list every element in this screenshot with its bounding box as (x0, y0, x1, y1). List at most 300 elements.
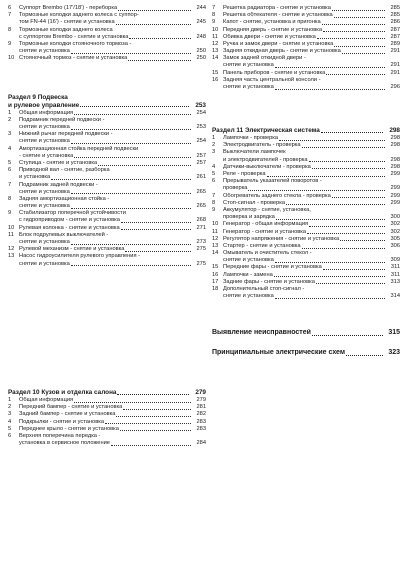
toc-entry-line (212, 193, 400, 200)
entry-title-text: Переднее крыло - снятие и установка (19, 425, 119, 432)
toc-entry (212, 27, 400, 34)
entry-title (19, 232, 192, 239)
dot-leader (275, 89, 385, 90)
toc-entry-line (8, 433, 206, 440)
toc-entry (212, 70, 400, 77)
appendix-heading (212, 329, 400, 337)
toc-entry (212, 164, 400, 171)
toc-entry-line (8, 411, 206, 418)
toc-entry (8, 419, 206, 426)
entry-number: 2 (212, 142, 216, 149)
section-heading (8, 389, 206, 397)
entry-page-number: 261 (196, 174, 206, 181)
dot-leader (116, 24, 191, 25)
toc-entry-line (8, 232, 206, 239)
toc-entry (8, 160, 206, 167)
toc-entry-line (212, 293, 400, 300)
entry-number: 10 (212, 221, 219, 228)
toc-entry-line (212, 279, 400, 286)
toc-entry-line (212, 157, 400, 164)
dot-leader (74, 402, 191, 403)
entry-title (19, 167, 192, 174)
entry-page-number: 245 (196, 19, 206, 26)
dot-leader (309, 226, 385, 227)
entry-page-number: 248 (196, 33, 206, 40)
section-heading (8, 102, 206, 110)
entry-number: 11 (212, 33, 218, 40)
entry-title-text: Задняя часть центральной консоли - (223, 76, 321, 83)
toc-entry-line (8, 174, 206, 181)
entry-number: 10 (212, 26, 219, 33)
entry-title (223, 200, 386, 207)
toc-entry (212, 55, 400, 69)
toc-entry (212, 34, 400, 41)
entry-page-number: 287 (390, 26, 400, 33)
entry-title (19, 27, 192, 34)
toc-entry-line (8, 160, 206, 167)
entry-page-number: 299 (390, 171, 400, 178)
entry-number: 9 (212, 19, 216, 26)
toc-entry (8, 426, 206, 433)
entry-title (19, 253, 192, 260)
toc-entry-line (8, 117, 206, 124)
appendix-title-text: Выявление неисправностей (212, 328, 311, 336)
entry-page-number: 250 (196, 48, 206, 55)
entry-number: 8 (8, 26, 12, 33)
entry-title-text: Рулевая колонка - снятие и установка (19, 224, 120, 231)
entry-page-number: 299 (390, 199, 400, 206)
entry-title (223, 48, 386, 55)
entry-title-text: Капот - снятие, установка и пригонка (223, 19, 321, 26)
entry-title-text: Решетка обтекателя - снятие и установка (223, 12, 333, 19)
entry-title (19, 217, 192, 224)
dot-leader (321, 132, 383, 133)
section-page-number: 253 (195, 101, 206, 109)
dot-leader (275, 298, 385, 299)
entry-page-number: 281 (196, 404, 206, 411)
entry-title (19, 34, 192, 41)
entry-title (223, 264, 386, 271)
entry-page-number: 298 (390, 156, 400, 163)
dot-leader (326, 74, 385, 75)
entry-title-text: Омыватель и очиститель стекол - (223, 250, 312, 257)
entry-title-text: и установка (19, 174, 51, 181)
entry-title-text: Тормозные колодки стояночного тормоза - (19, 40, 132, 47)
dot-leader (346, 355, 383, 356)
entry-title-text: Передние фары - снятие и установка (223, 264, 322, 271)
toc-entry-line (212, 77, 400, 84)
toc-entry (8, 411, 206, 418)
entry-number: 6 (8, 167, 12, 174)
toc-entry (8, 246, 206, 253)
toc-entry-line (212, 264, 400, 271)
entry-page-number: 285 (390, 12, 400, 19)
entry-number: 2 (8, 116, 12, 123)
dot-leader (74, 114, 191, 115)
entry-title (19, 41, 192, 48)
entry-page-number: 257 (196, 152, 206, 159)
toc-entry (212, 48, 400, 55)
toc-entry-line (8, 153, 206, 160)
entry-title-text: снятие и установка (19, 138, 70, 145)
entry-number: 7 (212, 4, 216, 11)
entry-title (19, 174, 192, 181)
toc-entry-line (8, 110, 206, 117)
section-heading (212, 127, 400, 135)
toc-entry-line (8, 218, 206, 225)
entry-number: 8 (8, 195, 12, 202)
entry-number: 1 (8, 397, 12, 404)
entry-title-text: Подрамник задней подвески - (19, 181, 98, 188)
toc-entry-line (8, 55, 206, 62)
entry-title-text: Реле - проверка (223, 171, 266, 178)
dot-leader (334, 17, 385, 18)
toc-entry (212, 149, 400, 163)
toc-entry (212, 229, 400, 236)
entry-number: 9 (8, 210, 12, 217)
entry-title-text: снятие и установка (19, 48, 70, 55)
entry-title-text: Обогреватель заднего стекла - проверка (223, 192, 331, 199)
entry-title (19, 19, 192, 26)
entry-page-number: 311 (390, 264, 400, 271)
toc-entry-line (212, 185, 400, 192)
entry-title (223, 279, 386, 286)
entry-title-text: Дополнительный стоп-сигнал - (223, 286, 305, 293)
toc-entry-line (212, 5, 400, 12)
toc-entry-line (212, 286, 400, 293)
dot-leader (71, 143, 191, 144)
entry-title-text: Насос гидроусилителя рулевого управления - (19, 253, 140, 260)
toc-entry-line (212, 236, 400, 243)
toc-entry-line (212, 41, 400, 48)
dot-leader (274, 276, 385, 277)
dot-leader (279, 140, 385, 141)
entry-title-text: Стабилизатор поперечной устойчивости (19, 210, 126, 217)
toc-entry-line (212, 214, 400, 221)
toc-entry (8, 232, 206, 246)
dot-leader (98, 165, 191, 166)
entry-page-number: 289 (390, 40, 400, 47)
entry-title (223, 243, 386, 250)
dot-leader (267, 176, 385, 177)
section-10-body (8, 389, 206, 447)
toc-entry (8, 404, 206, 411)
toc-entry (212, 250, 400, 264)
section-title (8, 389, 190, 397)
toc-entry-line (8, 419, 206, 426)
entry-page-number: 299 (390, 185, 400, 192)
dot-leader (128, 60, 191, 61)
entry-title-text: Ручка и замок двери - снятие и установка (223, 40, 334, 47)
toc-entry-line (8, 34, 206, 41)
toc-entry (212, 41, 400, 48)
entry-title-text: Передний бампер - снятие и установка (19, 404, 123, 411)
toc-entry (212, 279, 400, 286)
dot-leader (51, 179, 191, 180)
appendix-heading (212, 349, 400, 357)
body-continued-list (212, 5, 400, 91)
entry-number: 9 (212, 206, 216, 213)
entry-title-text: снятие и установка (223, 257, 274, 264)
entry-title-text: Суппорт Brembo (17'/18') - переборка (19, 4, 118, 11)
toc-entry (212, 77, 400, 91)
dot-leader (71, 193, 191, 194)
toc-entry (8, 27, 206, 41)
toc-entry-line (212, 55, 400, 62)
toc-entry-line (8, 138, 206, 145)
toc-entry-line (8, 397, 206, 404)
entry-number: 9 (8, 40, 12, 47)
entry-title-text: Замок задней откидной двери - (223, 55, 306, 62)
entry-title-text: Рулевой механизм - снятие и установка (19, 246, 125, 253)
entry-number: 7 (8, 181, 12, 188)
entry-title-text: Лампочки - проверка (223, 135, 279, 142)
entry-title (223, 171, 386, 178)
toc-entry (8, 433, 206, 447)
entry-title (19, 196, 192, 203)
toc-entry (212, 19, 400, 26)
entry-title (19, 48, 192, 55)
entry-title (223, 84, 386, 91)
entry-title-text: Регулятор напряжения - снятие и установка (223, 235, 340, 242)
entry-title (223, 214, 386, 221)
entry-title-text: Тормозные колодки заднего колеса с суппор- (19, 12, 139, 19)
entry-title-text: Задние фары - снятие и установка (223, 278, 315, 285)
toc-entry-line (8, 210, 206, 217)
brakes-continued-list (8, 5, 206, 63)
entry-title-text: снятие и установка (19, 124, 70, 131)
entry-number: 2 (8, 404, 12, 411)
entry-page-number: 309 (390, 257, 400, 264)
entry-number: 17 (212, 278, 219, 285)
dot-leader (323, 269, 385, 270)
entry-number: 1 (212, 135, 216, 142)
toc-entry (212, 171, 400, 178)
toc-entry (8, 253, 206, 267)
entry-title (19, 12, 192, 19)
entry-title-text: Нижний рычаг передней подвески - (19, 131, 113, 138)
entry-title-text: Аккумулятор - снятие, установка, (223, 206, 311, 213)
entry-title (223, 41, 386, 48)
entry-title-text: Стартер - снятие и установка (223, 242, 301, 249)
entry-title-text: - снятие и установка (19, 152, 74, 159)
dot-leader (125, 251, 191, 252)
toc-entry-line (212, 200, 400, 207)
entry-page-number: 250 (196, 55, 206, 62)
entry-title-text: снятие и установка (19, 188, 70, 195)
toc-entry (212, 142, 400, 149)
entry-title-text: Задняя откидная дверь - снятие и установка (223, 48, 341, 55)
entry-number: 12 (8, 246, 15, 253)
dot-leader (312, 168, 385, 169)
entry-title-text: Ступица - снятие и установка (19, 159, 98, 166)
entry-number: 5 (8, 425, 12, 432)
dot-leader (275, 67, 385, 68)
section-page-number: 279 (195, 389, 206, 396)
dot-leader (123, 409, 191, 410)
appendix-page-number: 315 (388, 328, 400, 336)
appendix-page-number: 323 (388, 348, 400, 356)
toc-entry (8, 41, 206, 55)
entry-page-number: 284 (196, 440, 206, 447)
entry-number: 5 (212, 171, 216, 178)
entry-page-number: 302 (390, 221, 400, 228)
entry-title (223, 185, 386, 192)
entry-title (223, 272, 386, 279)
toc-entry-line (212, 250, 400, 257)
dot-leader (316, 283, 385, 284)
toc-entry (8, 210, 206, 224)
entry-number: 13 (212, 48, 219, 55)
dot-leader (248, 190, 385, 191)
entry-title (19, 433, 192, 440)
toc-entry (8, 182, 206, 196)
entry-page-number: 298 (390, 163, 400, 170)
entry-title-text: Решетка радиатора - снятие и установка (223, 4, 331, 11)
entry-title (19, 397, 192, 404)
toc-entry (212, 193, 400, 200)
dot-leader (307, 233, 385, 234)
entry-page-number: 253 (196, 124, 206, 131)
toc-entry (212, 264, 400, 271)
toc-entry-line (212, 243, 400, 250)
toc-entry-line (8, 5, 206, 12)
toc-entry (212, 272, 400, 279)
toc-entry-line (8, 19, 206, 26)
entry-title (223, 34, 386, 41)
entry-title-text: снятие и установка (19, 203, 70, 210)
toc-entry-line (212, 178, 400, 185)
entry-page-number: 286 (390, 19, 400, 26)
toc-entry (212, 207, 400, 221)
entry-title (19, 189, 192, 196)
entry-title-text: снятие и установка (223, 293, 274, 300)
toc-entry-line (8, 404, 206, 411)
dot-leader (129, 38, 191, 39)
entry-title (223, 62, 386, 69)
entry-number: 14 (212, 250, 219, 257)
entry-title-text: установка в сервисное положение (19, 440, 110, 447)
toc-entry-line (8, 246, 206, 253)
toc-entry-line (8, 261, 206, 268)
entry-number: 13 (212, 242, 219, 249)
toc-entry-line (8, 426, 206, 433)
toc-entry (8, 225, 206, 232)
toc-entry (8, 167, 206, 181)
toc-entry-line (212, 272, 400, 279)
dot-leader (286, 204, 385, 205)
entry-title (223, 157, 386, 164)
entry-number: 6 (8, 433, 12, 440)
entry-page-number: 300 (390, 214, 400, 221)
toc-entry-line (8, 239, 206, 246)
toc-entry (212, 178, 400, 192)
dot-leader (116, 416, 191, 417)
toc-entry-line (212, 257, 400, 264)
dot-leader (275, 262, 385, 263)
entry-title (19, 153, 192, 160)
entry-title-text: снятие и установка (223, 62, 274, 69)
entry-title-text: проверка и зарядка (223, 214, 275, 221)
entry-title-text: Амортизационная стойка передней подвески (19, 145, 139, 152)
toc-entry (8, 146, 206, 160)
entry-page-number: 275 (196, 246, 206, 253)
entry-title (19, 146, 192, 153)
entry-page-number: 283 (196, 425, 206, 432)
toc-entry (8, 55, 206, 62)
appendix-title (212, 329, 384, 337)
entry-page-number: 285 (390, 4, 400, 11)
entry-title (223, 257, 386, 264)
dot-leader (340, 240, 385, 241)
entry-title (19, 203, 192, 210)
entry-number: 18 (212, 286, 219, 293)
dot-leader (74, 157, 191, 158)
toc-entry-line (212, 149, 400, 156)
entry-page-number: 313 (390, 278, 400, 285)
entry-title-text: Задняя амортизационная стойка - (19, 195, 110, 202)
entry-title-text: Генератор - общая информация (223, 221, 309, 228)
toc-entry-line (212, 142, 400, 149)
toc-entry-line (8, 124, 206, 131)
toc-entry-line (212, 12, 400, 19)
entry-title-text: Электродвигатель - проверка (223, 142, 301, 149)
toc-entry (8, 196, 206, 210)
entry-number: 1 (8, 109, 12, 116)
entry-page-number: 302 (390, 228, 400, 235)
entry-title-text: и электродвигателей - проверка (223, 156, 308, 163)
entry-title (19, 404, 192, 411)
entry-title-text: Подкрылки - снятие и установка (19, 418, 104, 425)
dot-leader (118, 10, 191, 11)
entry-page-number: 282 (196, 411, 206, 418)
toc-entry-line (8, 189, 206, 196)
entry-title-text: Стояночный тормоз - снятие и установка (19, 55, 128, 62)
entry-page-number: 298 (390, 135, 400, 142)
entry-number: 12 (212, 40, 219, 47)
entry-title-text: Генератор - снятие и установка (223, 228, 307, 235)
dot-leader (332, 197, 385, 198)
toc-entry-line (8, 253, 206, 260)
entry-title (19, 225, 192, 232)
section-title-text: Раздел 9 Подвеска (8, 94, 68, 101)
dot-leader (71, 129, 191, 130)
entry-number: 16 (212, 271, 219, 278)
entry-page-number: 314 (390, 293, 400, 300)
toc-entry-line (212, 27, 400, 34)
toc-entry-line (212, 34, 400, 41)
entry-title (223, 19, 386, 26)
dot-leader (80, 106, 189, 107)
entry-number: 6 (8, 4, 12, 11)
entry-title-text: с суппортом Brembo - снятие и установка (19, 33, 129, 40)
entry-title-text: Блок подрулевых выключателей - (19, 231, 109, 238)
entry-title-text: Подрамник передней подвески - (19, 116, 105, 123)
entry-title (223, 27, 386, 34)
entry-title (19, 160, 192, 167)
entry-page-number: 265 (196, 188, 206, 195)
entry-title (19, 182, 192, 189)
entry-page-number: 291 (390, 62, 400, 69)
entry-title (223, 70, 386, 77)
entry-page-number: 311 (390, 271, 400, 278)
entry-title (19, 131, 192, 138)
entry-title (223, 149, 386, 156)
entry-title-text: Обивка двери - снятие и установка (223, 33, 316, 40)
entry-title (223, 286, 386, 293)
entry-title (19, 239, 192, 246)
entry-number: 3 (8, 131, 12, 138)
